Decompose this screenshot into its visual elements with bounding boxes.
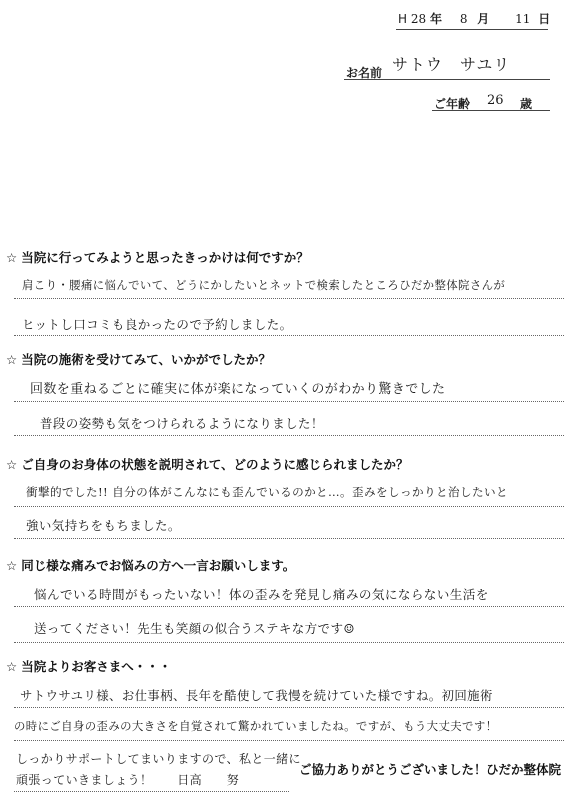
age-value: 26 (487, 93, 504, 108)
question-text: 当院に行ってみようと思ったきっかけは何ですか？ (21, 250, 309, 265)
clinic-name: ひだか整体院 (486, 762, 562, 777)
ruled-line (14, 740, 564, 741)
question-heading: ☆ 同じ様な痛みでお悩みの方へ一言お願いします。 (6, 558, 296, 573)
ruled-line (14, 401, 564, 402)
ruled-line (14, 506, 564, 507)
answer-line: 強い気持ちをもちました。 (26, 518, 181, 533)
name-label: お名前 (346, 66, 383, 80)
date-day-label: 日 (538, 12, 551, 26)
answer-line: 普段の姿勢も気をつけられるようになりました！ (40, 416, 324, 431)
ruled-line (14, 335, 564, 336)
date-underline (396, 29, 548, 30)
answer-line: 肩こり・腰痛に悩んでいて、どうにかしたいとネットで検索したところひだか整体院さんが (22, 278, 506, 292)
date-row (398, 10, 573, 28)
ruled-line (14, 435, 564, 436)
answer-line: ヒットし口コミも良かったので予約しました。 (22, 317, 293, 332)
date-year-label: 年 (429, 12, 442, 26)
answer-line: サトウサユリ様、お仕事柄、長年を酷使して我慢を続けていた様ですね。初回施術 (20, 688, 493, 703)
name-underline (344, 79, 550, 80)
question-text: ご自身のお身体の状態を説明されて、どのように感じられましたか？ (21, 457, 409, 472)
answer-line: 送ってください！先生も笑顔の似合うステキな方です☺ (34, 621, 355, 636)
date-era: H (398, 12, 408, 26)
ruled-line (14, 606, 564, 607)
date-month-value: 8 (459, 12, 468, 26)
answer-line: 悩んでいる時間がもったいない！体の歪みを発見し痛みの気にならない生活を (34, 587, 489, 602)
question-text: 当院よりお客さまへ・・・ (21, 659, 172, 674)
ruled-line (14, 298, 564, 299)
answer-line: 回数を重ねるごとに確実に体が楽になっていくのがわかり驚きでした (30, 382, 446, 397)
name-value: サトウ サユリ (392, 55, 511, 74)
answer-line: の時にご自身の歪みの大きさを自覚されて驚かれていましたね。ですが、もう大丈夫です！ (14, 719, 498, 733)
age-underline (432, 110, 550, 111)
ruled-line (14, 642, 564, 643)
ruled-line (14, 538, 564, 539)
answer-line: 頑張っていきましょう！ 日高 努 (16, 773, 240, 787)
age-unit: 歳 (520, 97, 533, 111)
footer-thanks: ご協力ありがとうございました！ (299, 762, 487, 777)
question-text: 同じ様な痛みでお悩みの方へ一言お願いします。 (21, 558, 296, 573)
ruled-line (14, 707, 564, 708)
question-heading: ☆ 当院の施術を受けてみて、いかがでしたか？ (6, 352, 271, 367)
age-label: ご年齢 (434, 97, 471, 111)
date-month-label: 月 (477, 12, 490, 26)
answer-line: 衝撃的でした!! 自分の体がこんなにも歪んでいるのかと…。歪みをしっかりと治したいと (26, 485, 508, 499)
question-heading: ☆ 当院に行ってみようと思ったきっかけは何ですか？ (6, 250, 309, 265)
question-text: 当院の施術を受けてみて、いかがでしたか？ (21, 352, 271, 367)
date-day-value: 11 (515, 12, 531, 26)
ruled-line (14, 791, 289, 792)
date-year-value: 28 (410, 12, 427, 26)
question-heading: ☆ ご自身のお身体の状態を説明されて、どのように感じられましたか？ (6, 457, 409, 472)
answer-line: しっかりサポートしてまいりますので、私と一緒に (16, 752, 301, 766)
question-heading: ☆ 当院よりお客さまへ・・・ (6, 659, 172, 674)
